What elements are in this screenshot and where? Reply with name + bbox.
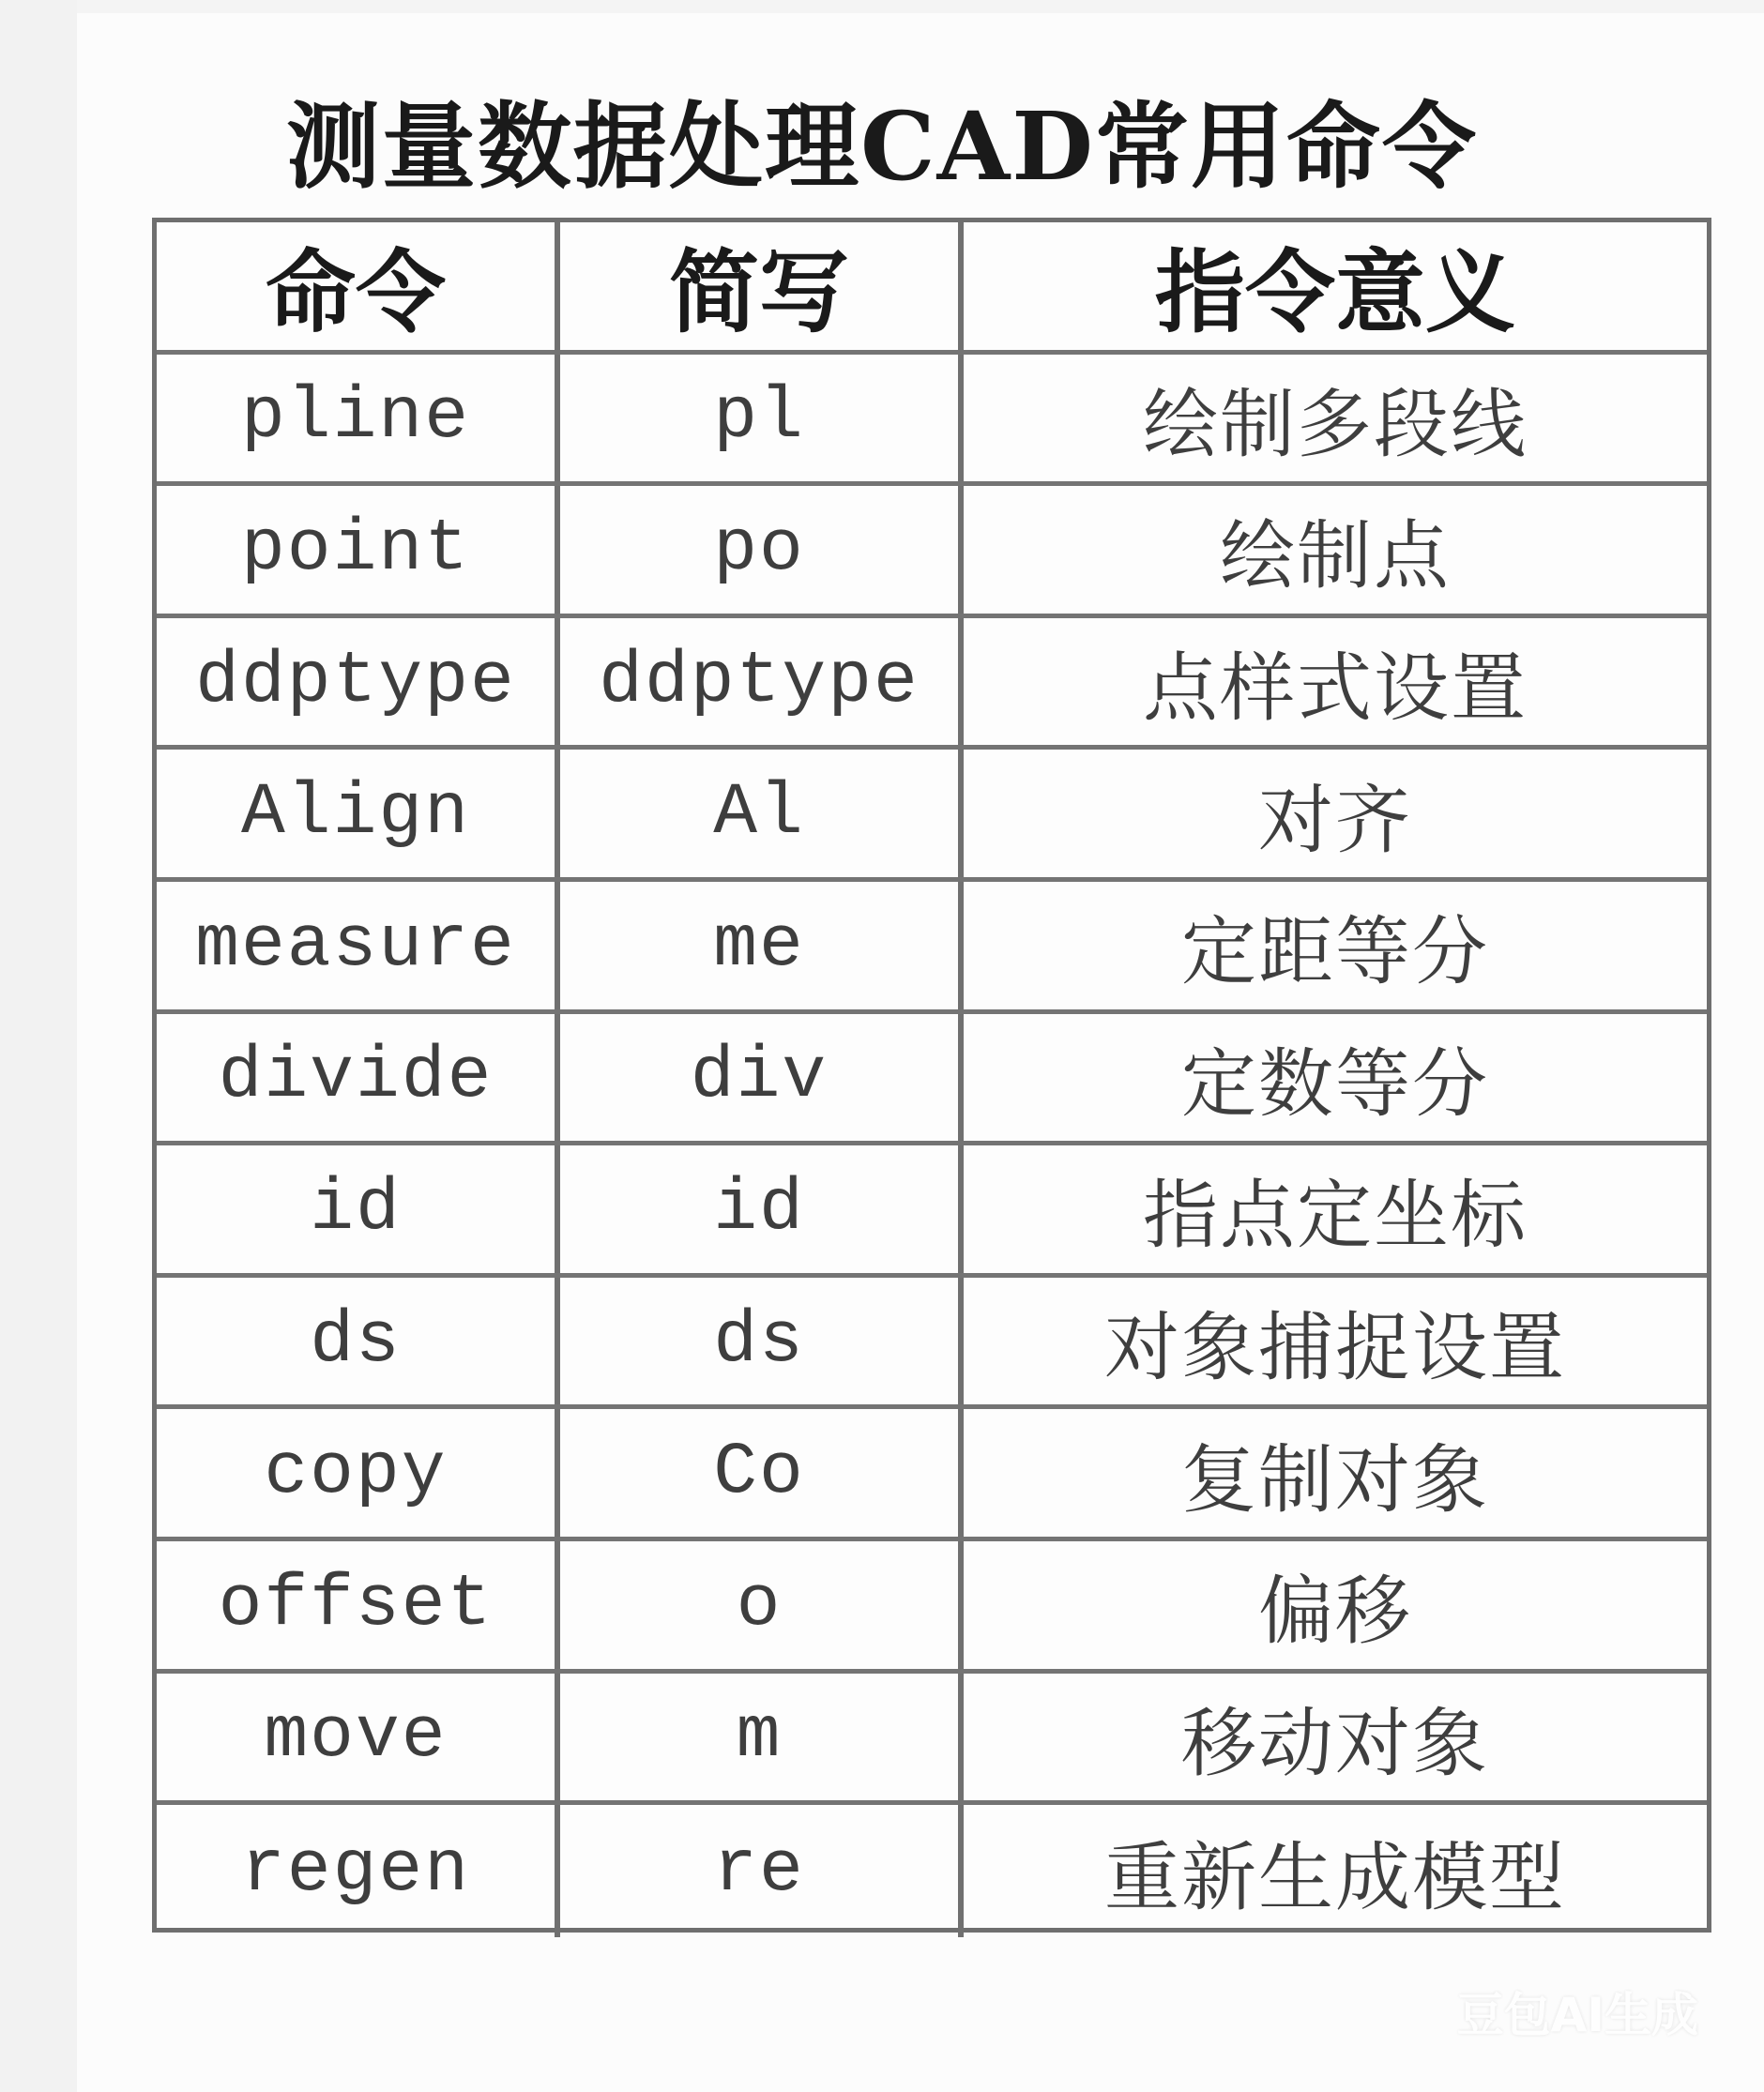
table-row bbox=[157, 1805, 1707, 1937]
command-cell: offset bbox=[157, 1541, 560, 1669]
header-meaning: 指令意义 bbox=[1155, 239, 1515, 346]
abbreviation-cell: m bbox=[560, 1674, 964, 1801]
command-cell: point bbox=[157, 486, 560, 614]
command-cell: measure bbox=[157, 882, 560, 1009]
command-table bbox=[152, 218, 1711, 1933]
abbreviation-cell: o bbox=[560, 1541, 964, 1669]
meaning-cell: 重新生成模型 bbox=[1104, 1833, 1566, 1921]
page-margin bbox=[0, 0, 77, 2092]
command-cell: ds bbox=[157, 1278, 560, 1405]
meaning-cell: 绘制多段线 bbox=[1143, 380, 1528, 468]
command-cell: id bbox=[157, 1145, 560, 1273]
abbreviation-cell: ds bbox=[560, 1278, 964, 1405]
abbreviation-cell: me bbox=[560, 882, 964, 1009]
meaning-cell: 偏移 bbox=[1258, 1568, 1412, 1656]
abbreviation-cell: po bbox=[560, 486, 964, 614]
table-row bbox=[157, 1014, 1707, 1146]
abbreviation-cell: ddptype bbox=[560, 618, 964, 746]
meaning-cell: 对齐 bbox=[1258, 776, 1412, 864]
table-row bbox=[157, 882, 1707, 1014]
abbreviation-cell: Co bbox=[560, 1409, 964, 1537]
abbreviation-cell: div bbox=[560, 1014, 964, 1142]
page-title: 测量数据处理CAD常用命令 bbox=[286, 91, 1478, 202]
command-cell: ddptype bbox=[157, 618, 560, 746]
header-abbreviation: 简写 bbox=[560, 222, 964, 350]
table-row bbox=[157, 618, 1707, 750]
abbreviation-cell: Al bbox=[560, 750, 964, 877]
meaning-cell: 绘制点 bbox=[1220, 512, 1451, 600]
table-row bbox=[157, 750, 1707, 882]
table-row bbox=[157, 355, 1707, 487]
header-command: 命令 bbox=[157, 222, 560, 350]
command-cell: Align bbox=[157, 750, 560, 877]
table-row bbox=[157, 1541, 1707, 1674]
meaning-cell: 点样式设置 bbox=[1143, 644, 1528, 733]
meaning-cell: 定数等分 bbox=[1181, 1039, 1489, 1128]
command-cell: move bbox=[157, 1674, 560, 1801]
abbreviation-cell: id bbox=[560, 1145, 964, 1273]
meaning-cell: 复制对象 bbox=[1181, 1435, 1489, 1524]
abbreviation-cell: pl bbox=[560, 355, 964, 482]
table-row bbox=[157, 1278, 1707, 1410]
table-row bbox=[157, 1674, 1707, 1806]
meaning-cell: 定距等分 bbox=[1181, 908, 1489, 996]
table-row bbox=[157, 1145, 1707, 1278]
command-cell: copy bbox=[157, 1409, 560, 1537]
meaning-cell: 对象捕捉设置 bbox=[1104, 1304, 1566, 1392]
table-row bbox=[157, 486, 1707, 618]
command-cell: regen bbox=[157, 1805, 560, 1937]
table-row bbox=[157, 1409, 1707, 1541]
command-cell: divide bbox=[157, 1014, 560, 1142]
meaning-cell: 指点定坐标 bbox=[1143, 1172, 1528, 1260]
ai-watermark: 豆包AI生成 bbox=[1456, 1988, 1698, 2042]
table-header-row bbox=[157, 222, 1707, 355]
command-cell: pline bbox=[157, 355, 560, 482]
abbreviation-cell: re bbox=[560, 1805, 964, 1937]
meaning-cell: 移动对象 bbox=[1181, 1699, 1489, 1787]
